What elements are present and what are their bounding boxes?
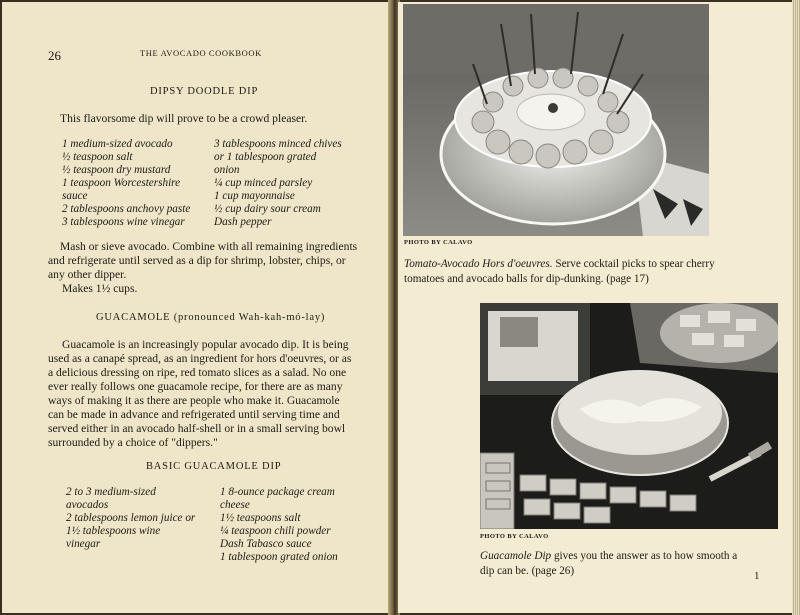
photo-caption-text: Serve cocktail picks to spear cherry <box>552 258 715 270</box>
ingredient: Dash pepper <box>214 216 272 228</box>
recipe-yield: Makes 1½ cups. <box>62 282 138 295</box>
ingredient: ½ teaspoon dry mustard <box>62 164 171 176</box>
method-line: Mash or sieve avocado. Combine with all remaining ingredients <box>60 240 358 253</box>
paragraph-line: a delicious dressing on ripe, red tomato slices as a salad. No one <box>48 366 347 379</box>
recipe-intro: This flavorsome dip will prove to be a crowd pleaser. <box>60 112 308 125</box>
ingredient: ¼ cup minced parsley <box>214 177 313 189</box>
ingredient: 1 medium-sized avocado <box>62 138 173 150</box>
paragraph-line: ways of making it as there are people who make it. Guacamole <box>48 394 340 407</box>
photo-caption-title: Tomato-Avocado Hors d'oeuvres. <box>404 258 553 270</box>
ingredient: 3 tablespoons minced chives <box>214 138 342 150</box>
paragraph-line: used as a canapé spread, as an ingredient for hors d'oeuvres, or as <box>48 352 352 365</box>
running-head: THE AVOCADO COOKBOOK <box>140 48 262 58</box>
method-line: and refrigerate until served as a dip for shrimp, lobster, chips, or <box>48 254 346 267</box>
paragraph-line: can be made in advance and refrigerated until serving time and <box>48 408 340 421</box>
ingredient: 2 tablespoons anchovy paste <box>62 203 191 215</box>
method-line: any other dipper. <box>48 268 127 281</box>
ingredient: Dash Tabasco sauce <box>220 538 312 550</box>
photo-caption-line: tomatoes and avocado balls for dip-dunking. (page 17) <box>404 273 649 285</box>
left-page-number: 26 <box>48 48 61 63</box>
ingredient: ¼ teaspoon chili powder <box>220 525 331 537</box>
ingredient: cheese <box>220 499 250 511</box>
ingredient: avocados <box>66 499 109 511</box>
ingredient: 1 teaspoon Worcestershire <box>62 177 181 189</box>
ingredient: ½ cup dairy sour cream <box>214 203 321 215</box>
paragraph-line: surrounded by a choice of "dippers." <box>48 436 218 449</box>
recipe-title-basic-guacamole: BASIC GUACAMOLE DIP <box>146 461 282 472</box>
right-page-number: 1 <box>754 570 760 582</box>
photo-tomato-avocado-hors-doeuvres <box>403 4 709 236</box>
photo-credit: PHOTO BY CALAVO <box>404 239 473 246</box>
ingredient: 1 8-ounce package cream <box>220 486 335 498</box>
paragraph-line: Guacamole is an increasingly popular avocado dip. It is being <box>62 338 349 351</box>
photo-guacamole-dip <box>480 303 778 529</box>
ingredient: ½ teaspoon salt <box>62 151 133 163</box>
photo-caption-line <box>480 550 737 562</box>
ingredient: 1½ teaspoons salt <box>220 512 301 524</box>
ingredient: sauce <box>62 190 88 202</box>
photo-caption-line: dip can be. (page 26) <box>480 565 575 577</box>
ingredient: vinegar <box>66 538 101 550</box>
ingredient: 1 cup mayonnaise <box>214 190 295 202</box>
ingredient: 2 to 3 medium-sized <box>66 486 156 498</box>
paragraph-line: ever really follows one guacamole recipe, for there are as many <box>48 380 343 393</box>
page-edges <box>792 0 800 615</box>
paragraph-line: served either in an avocado half-shell or in a small serving bowl <box>48 422 346 435</box>
ingredient: 3 tablespoons wine vinegar <box>62 216 185 228</box>
ingredient: 1 tablespoon grated onion <box>220 551 338 563</box>
ingredient: 2 tablespoons lemon juice or <box>66 512 196 524</box>
ingredient: or 1 tablespoon grated <box>214 151 317 163</box>
photo-caption-line <box>404 258 715 270</box>
photo-caption-title: Guacamole Dip <box>480 550 552 562</box>
recipe-title-dipsy-doodle: DIPSY DOODLE DIP <box>150 86 259 97</box>
photo-credit: PHOTO BY CALAVO <box>480 533 549 540</box>
ingredient: 1½ tablespoons wine <box>66 525 161 537</box>
photo-caption-text: gives you the answer as to how smooth a <box>551 550 738 562</box>
section-title-guacamole: GUACAMOLE (pronounced Wah-kah-mó-lay) <box>96 312 326 323</box>
ingredient: onion <box>214 164 240 176</box>
